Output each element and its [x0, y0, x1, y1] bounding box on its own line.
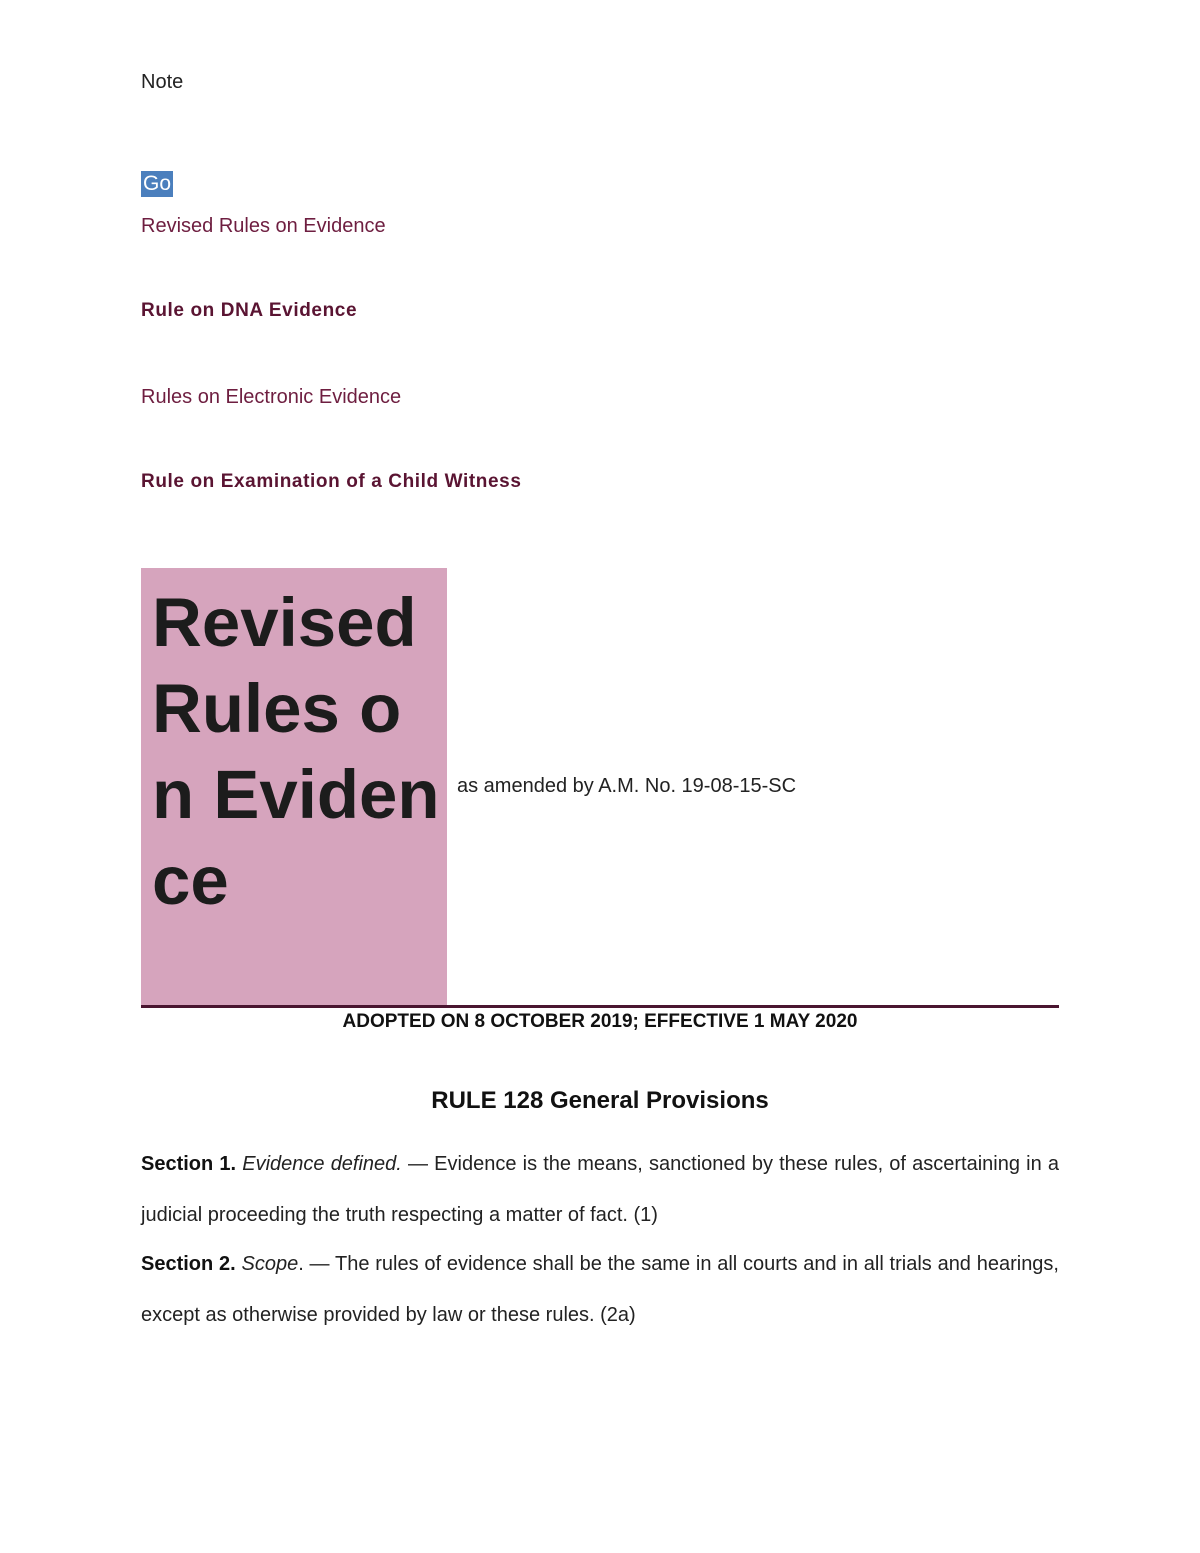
section-1-text: — Evidence is the means, sanctioned by these rules, of ascertaining in a judicial proceeding the truth respecting a matter of fact. (1) [141, 1153, 1059, 1226]
adopted-date: ADOPTED ON 8 OCTOBER 2019; EFFECTIVE 1 MAY 2020 [342, 1011, 858, 1032]
link-rule-on-child-witness[interactable]: Rule on Examination of a Child Witness [141, 471, 522, 492]
amended-note: as amended by A.M. No. 19-08-15-SC [457, 775, 797, 797]
section-1-label: Section 1. [141, 1153, 237, 1175]
go-button[interactable]: Go [143, 172, 172, 195]
section-2-title: Scope [241, 1253, 299, 1275]
link-rule-on-dna-evidence[interactable]: Rule on DNA Evidence [141, 300, 358, 321]
title-divider [141, 1005, 1059, 1008]
rule-heading: RULE 128 General Provisions [431, 1087, 769, 1114]
link-revised-rules-on-evidence[interactable]: Revised Rules on Evidence [141, 215, 386, 237]
section-2 [141, 1239, 1059, 1341]
title-box [141, 568, 447, 1005]
section-2-label: Section 2. [141, 1253, 236, 1275]
document-title: Revised Rules on Evidence [152, 584, 440, 919]
note-label: Note [141, 71, 184, 93]
section-2-text: . — The rules of evidence shall be the same in all courts and in all trials and hearings, except as otherwise provided by law or these rules. (2a) [141, 1253, 1059, 1326]
link-rules-on-electronic-evidence[interactable]: Rules on Electronic Evidence [141, 386, 402, 408]
section-1 [141, 1139, 1059, 1241]
section-1-title: Evidence defined. [242, 1153, 402, 1175]
